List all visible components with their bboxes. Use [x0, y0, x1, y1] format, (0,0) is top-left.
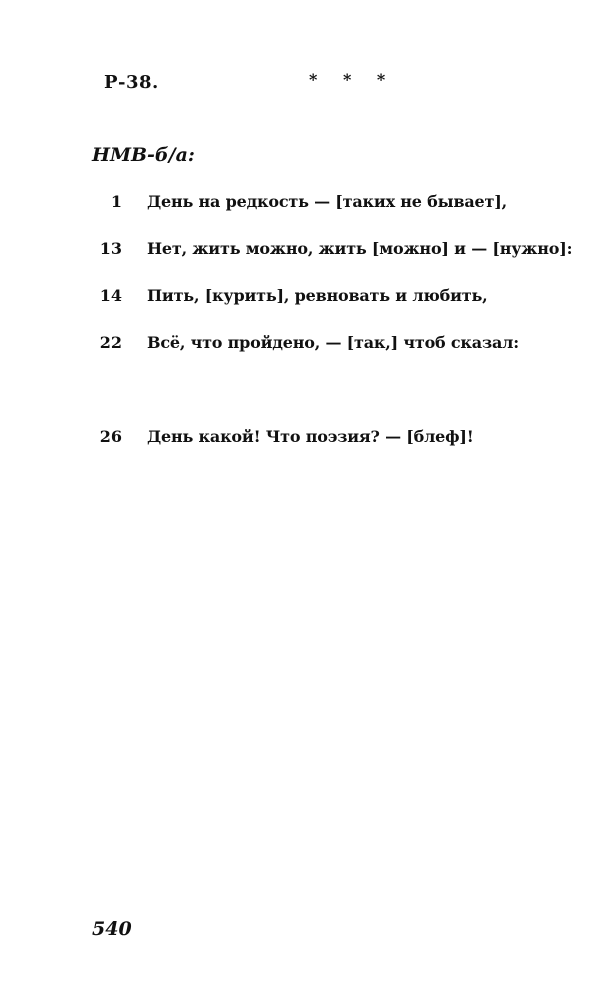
line-number: 14: [99, 286, 122, 305]
page-number: 540: [92, 918, 132, 940]
variant-line: [0, 427, 600, 451]
variant-line: [0, 192, 600, 216]
line-text: День какой! Что поэзия? — [блеф]!: [147, 427, 474, 446]
asterism: * * *: [309, 70, 396, 89]
variant-line: [0, 239, 600, 263]
source-label: НМВ-б/а:: [92, 144, 195, 166]
line-text: Всё, что пройдено, — [так,] чтоб сказал:: [147, 333, 519, 352]
line-text: День на редкость — [таких не бывает],: [147, 192, 507, 211]
variant-line: [0, 333, 600, 357]
line-number: 1: [110, 192, 122, 211]
variant-line: [0, 286, 600, 310]
poem-reference: Р-38.: [104, 72, 159, 93]
line-number: 22: [99, 333, 122, 352]
line-number: 26: [99, 427, 122, 446]
line-number: 13: [99, 239, 122, 258]
line-text: Нет, жить можно, жить [можно] и — [нужно]:: [147, 239, 573, 258]
line-text: Пить, [курить], ревновать и любить,: [147, 286, 488, 305]
